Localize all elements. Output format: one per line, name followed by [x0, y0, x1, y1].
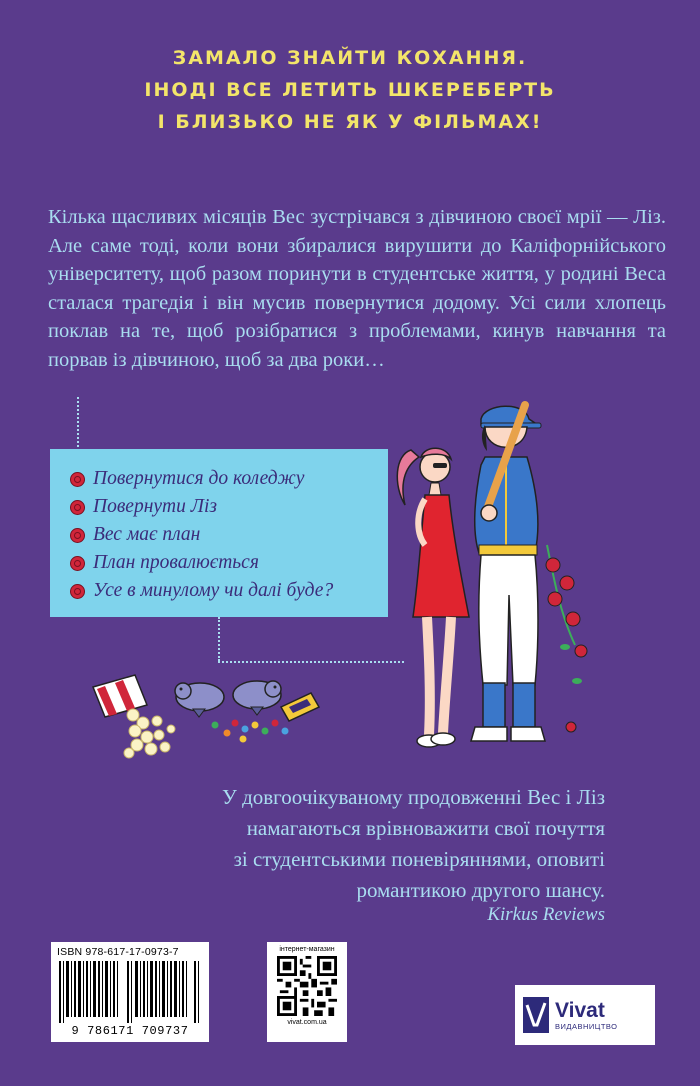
vivat-logo-icon: [523, 997, 549, 1033]
dotted-connector-top: [77, 397, 79, 447]
review-quote: [45, 782, 605, 906]
plan-list: [50, 449, 388, 617]
dotted-connector-bottom: [218, 617, 220, 661]
barcode-bars-icon: [57, 961, 203, 1023]
quote-line-3: зі студентськими поневіряннями, оповиті: [233, 847, 605, 871]
candy-box-icon: [281, 693, 319, 721]
bird-icon: [175, 683, 224, 717]
isbn-barcode: [51, 942, 209, 1042]
list-item: [70, 521, 388, 549]
rose-bullet-icon: [70, 472, 85, 487]
dotted-connector-horizontal: [218, 661, 404, 663]
list-item: [70, 465, 388, 493]
list-item-label: Вес має план: [93, 524, 201, 545]
qr-block: [267, 942, 347, 1042]
publisher-name: Vivat: [555, 998, 605, 1022]
tagline-line-3: І БЛИЗЬКО НЕ ЯК У ФІЛЬМАХ!: [157, 111, 543, 133]
popcorn-icon: [124, 709, 175, 758]
quote-line-4: романтикою другого шансу.: [356, 878, 605, 902]
barcode-digits: 9 786171 709737: [71, 1024, 189, 1038]
quote-line-2: намагаються врівноважити свої почуття: [246, 816, 605, 840]
couple-illustration: [385, 395, 600, 775]
quote-author: Kirkus Reviews: [487, 904, 605, 925]
roses-icon: [546, 545, 587, 732]
rose-bullet-icon: [70, 556, 85, 571]
tagline-line-2: ІНОДІ ВСЕ ЛЕТИТЬ ШКЕРЕБЕРТЬ: [144, 79, 556, 101]
qr-bottom-label: vivat.com.ua: [287, 1019, 327, 1026]
quote-line-1: У довгоочікуваному продовженні Вес і Ліз: [221, 785, 605, 809]
qr-top-label: інтернет-магазин: [279, 946, 335, 953]
rose-bullet-icon: [70, 500, 85, 515]
qr-code-icon: [277, 956, 337, 1016]
baseball-player-figure: [471, 405, 545, 741]
list-item-label: Усе в минулому чи далі буде?: [93, 580, 334, 601]
candy-pieces-icon: [212, 720, 289, 743]
popcorn-birds-illustration: [85, 665, 335, 765]
rose-bullet-icon: [70, 584, 85, 599]
publisher-subtitle: ВИДАВНИЦТВО: [555, 1021, 618, 1031]
publisher-logo: [515, 985, 655, 1045]
list-item-label: План провалюється: [93, 552, 259, 573]
isbn-label: ISBN 978-617-17-0973-7: [57, 946, 179, 958]
list-item: [70, 577, 388, 605]
list-item-label: Повернути Ліз: [93, 496, 217, 517]
blurb-text: Кілька щасливих місяців Вес зустрічався з дівчиною своєї мрії — Ліз. Але саме тоді, коли вони збиралися вирушити до Каліфорнійського університету, щоб разом поринути в студентське життя, у родині Веса сталася трагедія і він мусив повернутися додому. Усі сили хлопець поклав на те, щоб розібратися з проблемами, кинув навчання та порвав із дівчиною, щоб за два роки…: [48, 206, 666, 371]
girl-figure: [397, 448, 469, 747]
list-item-label: Повернутися до коледжу: [93, 468, 305, 489]
blurb: [48, 203, 666, 375]
popcorn-box-icon: [93, 675, 147, 717]
tagline-line-1: ЗАМАЛО ЗНАЙТИ КОХАННЯ.: [172, 47, 528, 69]
list-item: [70, 549, 388, 577]
list-item: [70, 493, 388, 521]
rose-bullet-icon: [70, 528, 85, 543]
bird-icon: [233, 681, 281, 715]
tagline: [0, 42, 700, 138]
